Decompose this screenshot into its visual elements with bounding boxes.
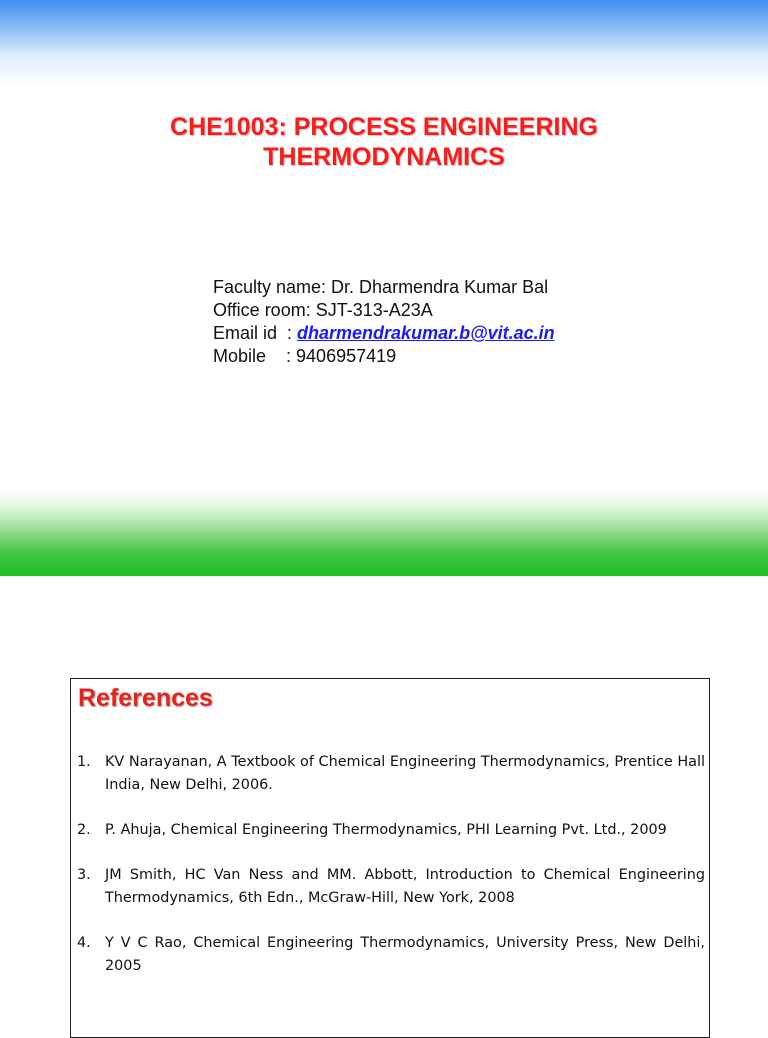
reference-text: P. Ahuja, Chemical Engineering Thermodynamics, PHI Learning Pvt. Ltd., 2009 — [105, 822, 667, 838]
references-list — [77, 751, 705, 1000]
reference-item — [77, 864, 705, 910]
office-room: Office room: SJT-313-A23A — [213, 300, 433, 320]
references-slide — [70, 678, 710, 1038]
reference-number: 1. — [77, 754, 91, 770]
faculty-name: Faculty name: Dr. Dharmendra Kumar Bal — [213, 277, 549, 297]
reference-number: 4. — [77, 935, 91, 951]
references-heading: References — [78, 684, 213, 712]
slide-title-line-2: THERMODYNAMICS — [263, 143, 505, 171]
reference-number: 3. — [77, 867, 91, 883]
email-label: Email id : — [213, 323, 298, 343]
slide-title-line-1: CHE1003: PROCESS ENGINEERING — [170, 113, 598, 141]
email-link[interactable]: dharmendrakumar.b@vit.ac.in — [297, 323, 555, 343]
reference-item — [77, 751, 705, 797]
page-gap — [0, 576, 768, 676]
faculty-info — [213, 276, 555, 368]
reference-text: KV Narayanan, A Textbook of Chemical Engineering Thermodynamics, Prentice Hall India, New Delhi, 2006. — [105, 754, 705, 793]
reference-item — [77, 932, 705, 978]
reference-number: 2. — [77, 822, 91, 838]
reference-text: Y V C Rao, Chemical Engineering Thermodynamics, University Press, New Delhi, 2005 — [105, 935, 705, 974]
reference-item — [77, 819, 705, 842]
mobile-number: Mobile : 9406957419 — [213, 346, 397, 366]
reference-text: JM Smith, HC Van Ness and MM. Abbott, Introduction to Chemical Engineering Thermodynamics, 6th Edn., McGraw-Hill, New York, 2008 — [105, 867, 705, 906]
email-row — [213, 322, 555, 345]
slide-title — [0, 112, 768, 172]
